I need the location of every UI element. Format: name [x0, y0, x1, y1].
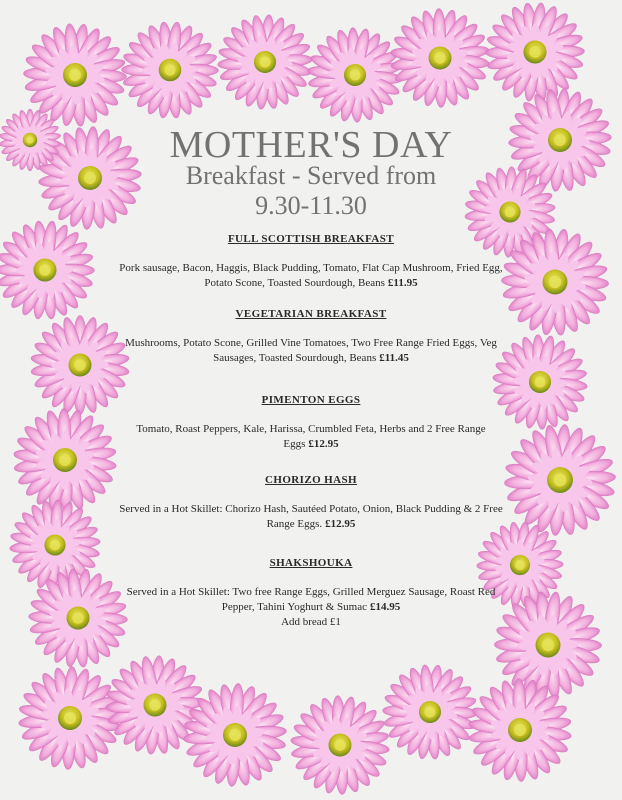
menu-item-price: £14.95: [370, 601, 401, 613]
menu-item-price: £11.95: [387, 277, 418, 289]
description-text: Pork sausage, Bacon, Haggis, Black Pudding, Tomato, Flat Cap Mushroom, Fried Egg, Potato Scone, Toasted Sourdough, Beans: [119, 262, 503, 289]
menu-item-description: [110, 261, 512, 291]
menu-item-shakshouka: [110, 556, 512, 630]
menu-item-extra: Add bread £1: [281, 616, 341, 628]
page-subtitle: Breakfast - Served from: [185, 161, 437, 190]
description-text: Tomato, Roast Peppers, Kale, Harissa, Crumbled Feta, Herbs and 2 Free Range Eggs: [136, 423, 486, 450]
menu-item-description: [110, 502, 512, 532]
menu-item-vegetarian: [110, 307, 512, 366]
menu-item-description: [110, 585, 512, 630]
menu-item-heading: PIMENTON EGGS: [261, 394, 361, 406]
menu-item-full-scottish: [110, 232, 512, 291]
page-title: MOTHER'S DAY: [169, 124, 453, 166]
menu-item-heading: VEGETARIAN BREAKFAST: [235, 308, 387, 320]
menu-item-heading: CHORIZO HASH: [265, 474, 357, 486]
menu-item-price: £12.95: [325, 518, 356, 530]
description-text: Served in a Hot Skillet: Two free Range Eggs, Grilled Merguez Sausage, Roast Red Pepper, Tahini Yoghurt & Sumac: [126, 586, 496, 613]
menu-item-heading: SHAKSHOUKA: [269, 557, 353, 569]
serving-time: 9.30-11.30: [255, 191, 367, 220]
menu-item-heading: FULL SCOTTISH BREAKFAST: [227, 233, 395, 245]
menu-item-description: [110, 336, 512, 366]
description-text: Served in a Hot Skillet: Chorizo Hash, Sautéed Potato, Onion, Black Pudding & 2 Free Range Eggs.: [119, 503, 503, 530]
menu-item-chorizo-hash: [110, 473, 512, 532]
menu-item-pimenton-eggs: [110, 393, 512, 452]
menu-item-price: £11.45: [379, 352, 409, 364]
menu-item-price: £12.95: [308, 438, 339, 450]
menu-item-description: [110, 422, 512, 452]
description-text: Mushrooms, Potato Scone, Grilled Vine Tomatoes, Two Free Range Fried Eggs, Veg Sausages, Toasted Sourdough, Beans: [125, 337, 497, 364]
